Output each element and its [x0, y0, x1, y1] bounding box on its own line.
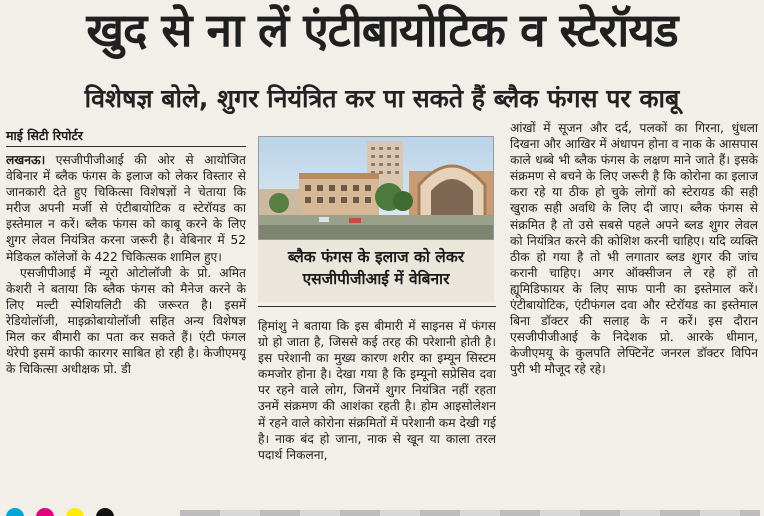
right-column [510, 120, 758, 502]
headline: खुद से ना लें एंटीबायोटिक व स्टेरॉयड [86, 3, 678, 57]
registration-dot-black [96, 508, 114, 516]
registration-dot-cyan [6, 508, 24, 516]
photo-caption-line-1: ब्लैक फंगस के इलाज को लेकर [287, 248, 465, 266]
registration-dot-yellow [66, 508, 84, 516]
middle-para-1: हिमांशु ने बताया कि इस बीमारी में साइनस में फंगस ग्रो हो जाता है, जिससे कई तरह की परेशानी होती है। इस परेशानी का मुख्य कारण शरीर का इम्यून सिस्टम कमजोर होना है। देखा गया है कि इम्यूनो सप्रेसिव दवा पर रहने वाले लोग, जिनमें शुगर नियंत्रित नहीं रहता उनमें संक्रमण की आशंका रहती है। होम आइसोलेशन में रहने वाले कोरोना संक्रमितों में परेशानी कम देखी गई है। नाक बंद हो जाना, नाक से खून या काला तरल पदार्थ निकलना, [258, 319, 496, 462]
byline: माई सिटी रिपोर्टर [6, 128, 83, 143]
left-para-2: एसजीपीआई में न्यूरो ओटोलॉजी के प्रो. अमित केशरी ने बताया कि ब्लैक फंगस को मैनेज करने के लिए मल्टी स्पेशियलिटी की जरूरत है। इसमें रेडियोलॉजी, माइक्रोबायोलॉजी सहित अन्य विशेषज्ञ मिल कर बीमारी का पता कर सकते हैं। एंटी फंगल थेरेपी इसमें काफी कारगर साबित हो रही है। केजीएमयू के चिकित्सा अधीक्षक प्रो. डी [6, 265, 246, 377]
left-column [6, 152, 246, 502]
news-photo [258, 136, 494, 240]
caption-rule [258, 306, 496, 307]
byline-rule [6, 146, 246, 147]
subheadline: विशेषज्ञ बोले, शुगर नियंत्रित कर पा सकते हैं ब्लैक फंगस पर काबू [84, 84, 680, 113]
left-para-1-text: एसजीपीजीआई की ओर से आयोजित वेबिनार में ब्लैक फंगस के इलाज को लेकर विस्तार से जानकारी देते हुए चिकित्सा विशेषज्ञों ने चेताया कि मरीज अपनी मर्जी से एंटीबायोटिक व स्टेरॉयड का इस्तेमाल न करें। ब्लैक फंगस को काबू करने के लिए शुगर लेवल नियंत्रित करना जरूरी है। वेबिनार में 52 मेडिकल कॉलेजों के 422 चिकित्सक शामिल हुए। [6, 153, 246, 264]
registration-dot-magenta [36, 508, 54, 516]
left-para-1 [6, 152, 246, 265]
dateline: लखनऊ। [6, 153, 46, 167]
photo-caption-line-2: एसजीपीजीआई में वेबिनार [302, 270, 450, 288]
right-para-1: आंखों में सूजन और दर्द, पलकों का गिरना, धुंधला दिखना और आखिर में अंधापन होना व नाक के आसपास काले धब्बे भी ब्लैक फंगस के लक्षण माने जाते हैं। इसके संक्रमण से बचने के लिए जरूरी है कि कोरोना का इलाज करा रहे या ठीक हो चुके लोगों को स्टेरायड की सही खुराक सही अवधि के लिए दी जाए। ब्लैक फंगस से संक्रमित है तो उसे सबसे पहले अपने ब्लड शुगर लेवल को नियंत्रित करने की कोशिश करनी चाहिए। यदि व्यक्ति ठीक हो गया है तो भी लगातार ब्लड शुगर की जांच करानी चाहिए। अगर ऑक्सीजन ले रहे हों तो ह्यूमिडिफायर के लिए साफ पानी का इस्तेमाल करें। एंटीबायोटिक, एंटीफंगल दवा और स्टेरॉयड का इस्तेमाल बिना डॉक्टर की सलाह के न करें। इस दौरान एसजीपीजीआई के निदेशक प्रो. आरके धीमान, केजीएमयू के कुलपति लेफ्टिनेंट जनरल डॉक्टर विपिन पुरी भी मौजूद रहे रहे। [510, 121, 758, 377]
registration-strip-gray [180, 510, 760, 516]
photo-caption [258, 240, 494, 302]
middle-column [258, 318, 496, 502]
hospital-building-image [259, 137, 494, 240]
